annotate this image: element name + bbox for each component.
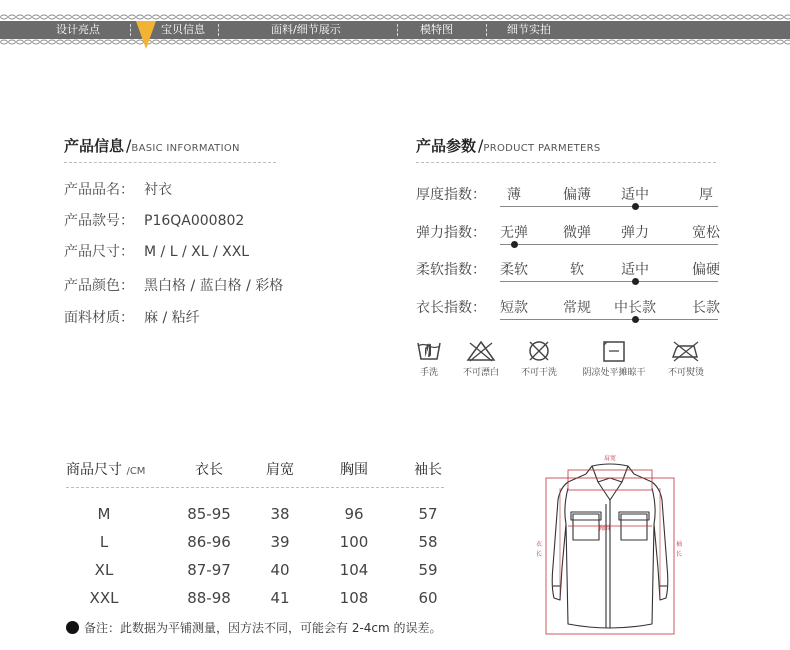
size-table-cell: 39 — [270, 533, 290, 551]
param-option: 无弹 — [500, 225, 528, 241]
size-table-header-length: 衣长 — [195, 462, 223, 478]
param-scale-track — [500, 206, 718, 207]
no-dry-clean-icon — [526, 339, 552, 363]
info-label: 产品款号： — [64, 213, 134, 229]
size-table-size-cell: XXL — [89, 589, 119, 607]
param-option: 长款 — [692, 300, 720, 316]
size-table-size-cell: L — [99, 533, 109, 551]
nav-divider — [397, 24, 398, 36]
param-label: 衣长指数： — [416, 300, 486, 316]
param-label: 厚度指数： — [416, 187, 486, 203]
info-label: 面料材质： — [64, 310, 134, 326]
param-option: 宽松 — [692, 225, 720, 241]
param-option: 短款 — [500, 300, 528, 316]
size-table-cell: 58 — [418, 533, 438, 551]
care-hand-wash: 手洗 — [394, 339, 464, 378]
info-value: 麻 / 粘纤 — [144, 310, 200, 326]
info-label: 产品尺寸： — [64, 244, 134, 260]
info-divider — [64, 162, 276, 163]
chain-border-bottom — [0, 39, 790, 45]
nav-tab-fabric-detail[interactable]: 面料/细节展示 — [271, 23, 341, 36]
care-dry-flat-shade: 阴凉处平摊晾干 — [574, 339, 654, 378]
care-no-dry-clean: 不可干洗 — [504, 339, 574, 378]
size-table-cell: 87-97 — [187, 561, 231, 579]
size-table-cell: 40 — [270, 561, 290, 579]
active-tab-pointer-icon — [136, 21, 156, 49]
size-table-size-cell: M — [97, 505, 111, 523]
info-row-style-no — [64, 210, 244, 230]
care-no-bleach: 不可漂白 — [446, 339, 516, 378]
size-table-header-sleeve: 袖长 — [414, 462, 442, 478]
param-option: 微弹 — [563, 225, 591, 241]
length-label — [536, 540, 542, 558]
size-table-size-cell: XL — [94, 561, 114, 579]
dry-flat-shade-icon — [601, 339, 627, 363]
params-section-title: 产品参数 /PRODUCT PARMETERS — [416, 136, 601, 155]
nav-divider — [218, 24, 219, 36]
shirt-measurement-diagram — [520, 448, 700, 638]
info-label: 产品颜色： — [64, 278, 134, 294]
param-option: 柔软 — [500, 262, 528, 278]
bullet-icon — [66, 621, 79, 634]
size-table-cell: 88-98 — [187, 589, 231, 607]
param-option: 弹力 — [621, 225, 649, 241]
info-row-name — [64, 179, 172, 199]
param-option: 偏硬 — [692, 262, 720, 278]
nav-tab-product-info[interactable]: 宝贝信息 — [161, 23, 205, 36]
length-label-char2: 长 — [536, 551, 543, 558]
size-table-header-chest: 胸围 — [340, 462, 368, 478]
param-selected-marker — [632, 278, 639, 285]
params-divider — [416, 162, 716, 163]
info-section-title: 产品信息 /BASIC INFORMATION — [64, 136, 240, 155]
size-table-header-size: 商品尺寸 /CM — [66, 462, 146, 478]
param-selected-marker — [632, 203, 639, 210]
param-scale-track — [500, 244, 718, 245]
info-label: 产品品名： — [64, 182, 134, 198]
param-option: 偏薄 — [563, 187, 591, 203]
nav-tab-model[interactable]: 模特图 — [420, 23, 453, 36]
size-table-cell: 57 — [418, 505, 438, 523]
size-table-cell: 41 — [270, 589, 290, 607]
size-table-cell: 60 — [418, 589, 438, 607]
size-table-cell: 108 — [339, 589, 369, 607]
size-table-cell: 85-95 — [187, 505, 231, 523]
size-table-divider — [66, 487, 444, 488]
size-table-cell: 96 — [344, 505, 364, 523]
param-label: 柔软指数： — [416, 262, 486, 278]
size-table-cell: 38 — [270, 505, 290, 523]
info-value: 衬衣 — [144, 182, 172, 198]
param-option: 适中 — [621, 262, 649, 278]
hand-wash-icon — [416, 339, 442, 363]
no-bleach-icon — [466, 339, 496, 363]
length-label-char1: 衣 — [536, 541, 543, 548]
info-row-color — [64, 275, 283, 295]
size-table-header-shoulder: 肩宽 — [266, 462, 294, 478]
param-option: 中长款 — [614, 300, 656, 316]
param-scale-track — [500, 281, 718, 282]
info-value: P16QA000802 — [144, 213, 245, 229]
param-option: 厚 — [699, 187, 713, 203]
top-nav — [0, 21, 790, 39]
param-option: 适中 — [621, 187, 649, 203]
size-table-cell: 104 — [339, 561, 369, 579]
param-option: 常规 — [563, 300, 591, 316]
size-table-cell: 100 — [339, 533, 369, 551]
nav-tab-detail-photos[interactable]: 细节实拍 — [507, 23, 551, 36]
param-scale-track — [500, 319, 718, 320]
param-selected-marker — [632, 316, 639, 323]
nav-divider — [130, 24, 131, 36]
param-label: 弹力指数： — [416, 225, 486, 241]
chest-label: 胸围 — [598, 525, 611, 532]
care-no-iron: 不可熨烫 — [651, 339, 721, 378]
chain-border-top — [0, 14, 790, 20]
param-option: 薄 — [507, 187, 521, 203]
info-value: M / L / XL / XXL — [144, 244, 250, 260]
sleeve-label — [676, 540, 682, 558]
size-table-cell: 86-96 — [187, 533, 231, 551]
shirt-outline — [552, 464, 668, 628]
sleeve-label-char2: 长 — [676, 551, 683, 558]
shoulder-label: 肩宽 — [604, 455, 617, 462]
nav-tab-design[interactable]: 设计亮点 — [56, 23, 100, 36]
info-row-size — [64, 241, 249, 261]
param-option: 软 — [570, 262, 584, 278]
nav-divider — [486, 24, 487, 36]
param-selected-marker — [511, 241, 518, 248]
info-value: 黑白格 / 蓝白格 / 彩格 — [144, 278, 284, 294]
info-row-material — [64, 307, 200, 327]
sleeve-label-char1: 袖 — [676, 541, 683, 548]
measurement-note: 备注：此数据为平铺测量，因方法不同，可能会有 2-4cm 的误差。 — [66, 619, 442, 636]
size-table-cell: 59 — [418, 561, 438, 579]
no-iron-icon — [670, 339, 702, 363]
